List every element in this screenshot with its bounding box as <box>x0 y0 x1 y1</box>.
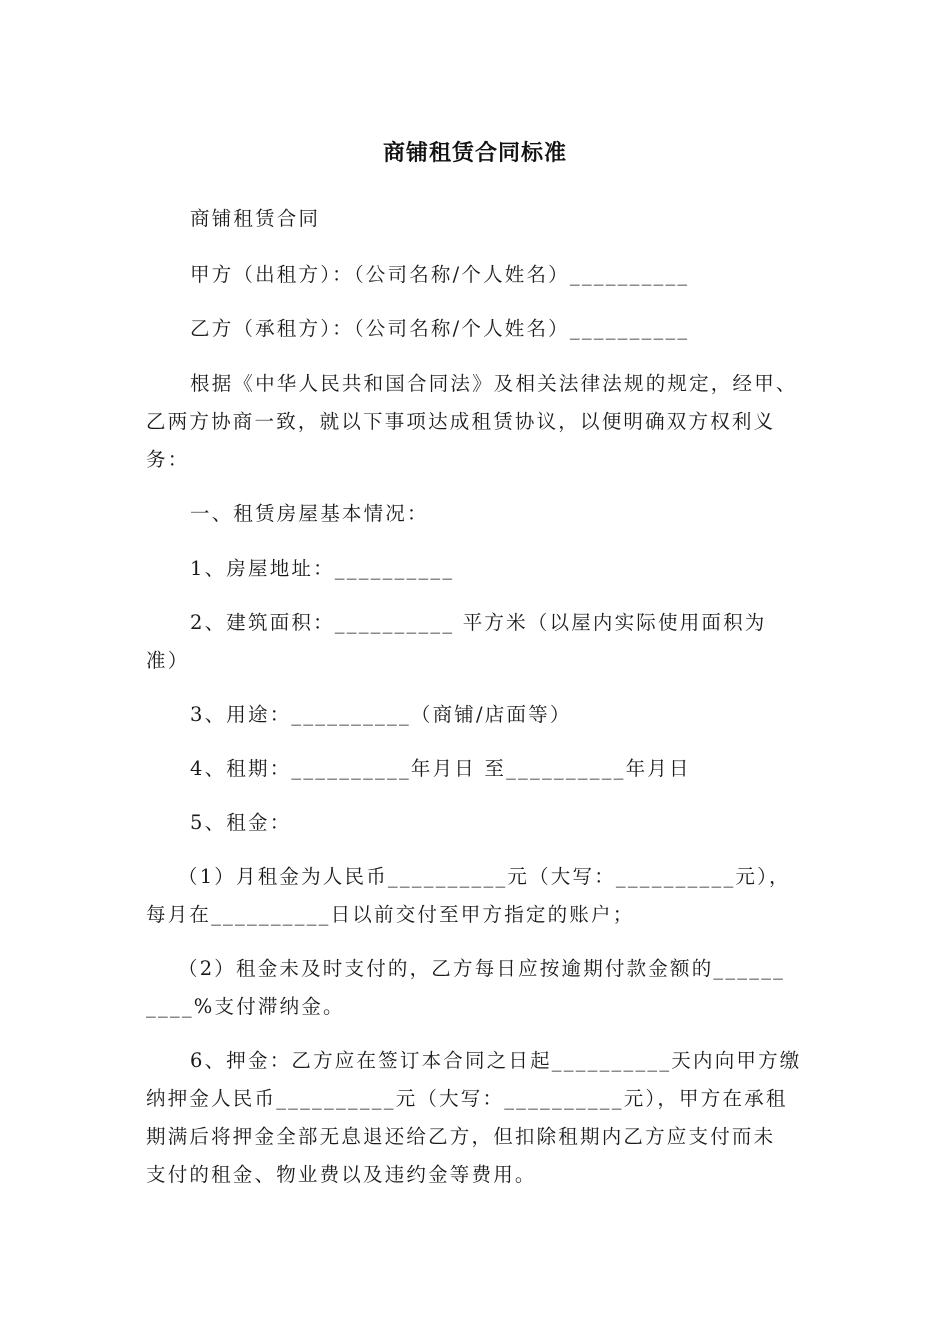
deposit-line-3: 期满后将押金全部无息退还给乙方，但扣除租期内乙方应支付而未 <box>146 1125 776 1148</box>
preamble-line-1: 根据《中华人民共和国合同法》及相关法律法规的规定，经甲、 <box>190 372 798 395</box>
preamble-line-2: 乙两方协商一致，就以下事项达成租赁协议，以便明确双方权利义 <box>146 410 776 433</box>
party-b-line: 乙方（承租方）：（公司名称/个人姓名）__________ <box>190 317 690 340</box>
usage-line: 3、用途：__________（商铺/店面等） <box>190 703 572 726</box>
address-line: 1、房屋地址：__________ <box>190 557 455 580</box>
rent-heading: 5、租金： <box>190 811 292 834</box>
term-line: 4、租期：__________年月日 至__________年月日 <box>190 757 691 780</box>
rent-clause-1-line-1: （1）月租金为人民币__________元（大写：__________元）， <box>178 865 791 888</box>
deposit-line-1: 6、押金：乙方应在签订本合同之日起__________天内向甲方缴 <box>190 1049 802 1072</box>
section-1-heading: 一、租赁房屋基本情况： <box>190 502 429 525</box>
rent-clause-2-line-1: （2）租金未及时支付的，乙方每日应按逾期付款金额的______ <box>178 957 786 980</box>
deposit-line-4: 支付的租金、物业费以及违约金等费用。 <box>146 1163 537 1186</box>
contract-heading: 商铺租赁合同 <box>190 207 321 230</box>
document-title: 商铺租赁合同标准 <box>382 141 567 166</box>
area-line-2: 准） <box>146 649 190 672</box>
rent-clause-2-line-2: ____%支付滞纳金。 <box>146 995 345 1018</box>
rent-clause-1-line-2: 每月在__________日以前交付至甲方指定的账户； <box>146 903 635 926</box>
preamble-line-3: 务： <box>146 448 190 471</box>
deposit-line-2: 纳押金人民币__________元（大写：__________元），甲方在承租 <box>146 1087 788 1110</box>
area-line-1: 2、建筑面积：__________ 平方米（以屋内实际使用面积为 <box>190 611 767 634</box>
party-a-line: 甲方（出租方）：（公司名称/个人姓名）__________ <box>190 263 690 286</box>
